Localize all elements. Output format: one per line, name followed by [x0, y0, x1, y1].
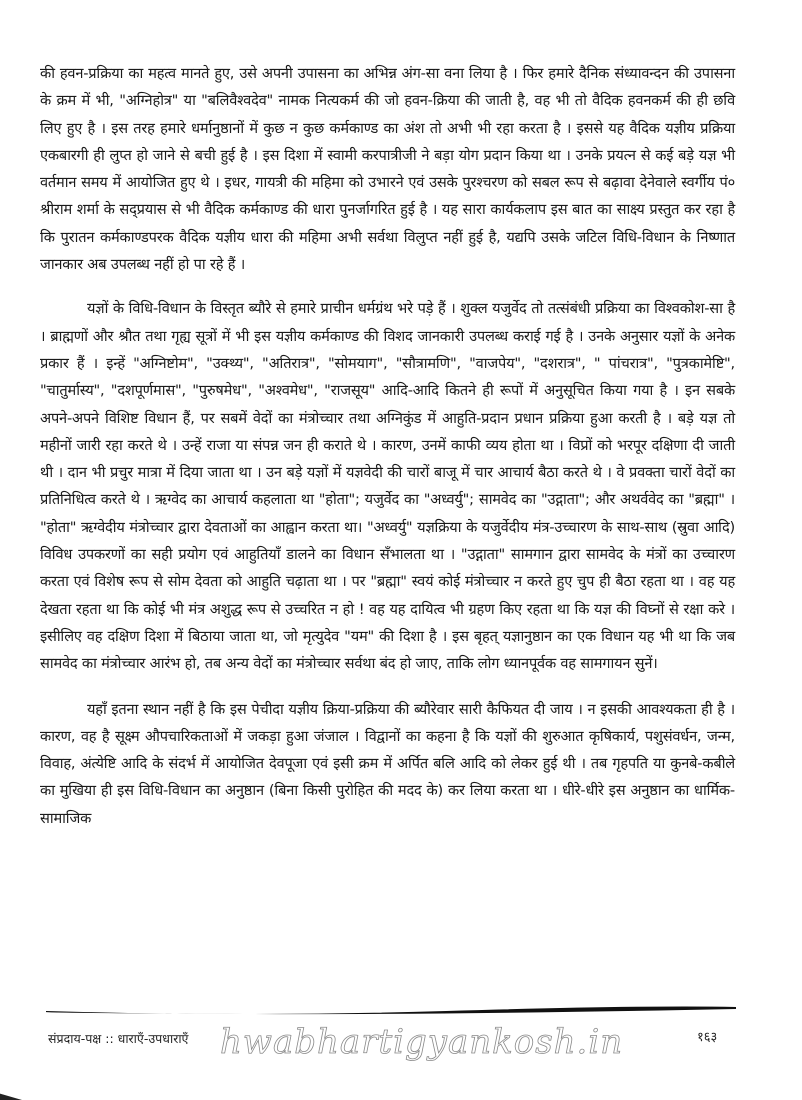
paragraph-2: यज्ञों के विधि-विधान के विस्तृत ब्यौरे से हमारे प्राचीन धर्मग्रंथ भरे पड़े हैं । शुक्ल यजुर्वेद तो तत्संबंधी प्रक्रिया का विश्वकोश-सा है । ब्राह्मणों और श्रौत तथा गृह्य सूत्रों में भी इस यज्ञीय कर्मकाण्ड की विशद जानकारी उपलब्ध कराई गई है । उनके अनुसार यज्ञों के अनेक प्रकार हैं । इन्हें "अग्निष्टोम", "उक्थ्य", "अतिरात्र", "सोमयाग", "सौत्रामणि", "वाजपेय", "दशरात्र", " पांचरात्र", "पुत्रकामेष्टि", "चातुर्मास्य", "दशपूर्णमास", "पुरुषमेध", "अश्वमेध", "राजसूय" आदि-आदि कितने ही रूपों में अनुसूचित किया गया है । इन सबके अपने-अपने विशिष्ट विधान हैं, पर सबमें वेदों का मंत्रोच्चार तथा अग्निकुंड में आहुति-प्रदान प्रधान प्रक्रिया हुआ करती है । बड़े यज्ञ तो महीनों जारी रहा करते थे । उन्हें राजा या संपन्न जन ही कराते थे । कारण, उनमें काफी व्यय होता था । विप्रों को भरपूर दक्षिणा दी जाती थी । दान भी प्रचुर मात्रा में दिया जाता था । उन बड़े यज्ञों में यज्ञवेदी की चारों बाजू में चार आचार्य बैठा करते थे । वे प्रवक्ता चारों वेदों का प्रतिनिधित्व करते थे । ऋग्वेद का आचार्य कहलाता था "होता"; यजुर्वेद का "अध्वर्यु"; सामवेद का "उद्गाता"; और अथर्ववेद का "ब्रह्मा" । "होता" ऋग्वेदीय मंत्रोच्चार द्वारा देवताओं का आह्वान करता था। "अध्वर्यु" यज्ञक्रिया के यजुर्वेदीय मंत्र-उच्चारण के साथ-साथ (स्रुवा आदि) विविध उपकरणों का सही प्रयोग एवं आहुतियाँ डालने का विधान सँभालता था । "उद्गाता" सामगान द्वारा सामवेद के मंत्रों का उच्चारण करता एवं विशेष रूप से सोम देवता को आहुति चढ़ाता था । पर "ब्रह्मा" स्वयं कोई मंत्रोच्चार न करते हुए चुप ही बैठा रहता था । वह यह देखता रहता था कि कोई भी मंत्र अशुद्ध रूप से उच्चरित न हो ! वह यह दायित्व भी ग्रहण किए रहता था कि यज्ञ की विघ्नों से रक्षा करे । इसीलिए वह दक्षिण दिशा में बिठाया जाता था, जो मृत्युदेव "यम" की दिशा है । इस बृहत् यज्ञानुष्ठान का एक विधान यह भी था कि जब सामवेद का मंत्रोच्चार आरंभ हो, तब अन्य वेदों का मंत्रोच्चार सर्वथा बंद हो जाए, ताकि लोग ध्यानपूर्वक वह सामगायन सुनें। [40, 300, 735, 673]
scan-corner-mark [0, 1092, 22, 1100]
paragraph-1: की हवन-प्रक्रिया का महत्व मानते हुए, उसे अपनी उपासना का अभिन्न अंग-सा वना लिया है । फिर हमारे दैनिक संध्यावन्दन की उपासना के क्रम में भी, "अग्निहोत्र" या "बलिवैश्वदेव" नामक नित्यकर्म की जो हवन-क्रिया की जाती है, वह भी तो वैदिक हवनकर्म की ही छवि लिए हुए है । इस तरह हमारे धर्मानुष्ठानों में कुछ न कुछ कर्मकाण्ड का अंश तो अभी भी रहा करता है । इससे यह वैदिक यज्ञीय प्रक्रिया एकबारगी ही लुप्त हो जाने से बची हुई है । इस दिशा में स्वामी करपात्रीजी ने बड़ा योग प्रदान किया था । उनके प्रयत्न से कई बड़े यज्ञ भी वर्तमान समय में आयोजित हुए थे । इधर, गायत्री की महिमा को उभारने एवं उसके पुरश्चरण को सबल रूप से बढ़ावा देनेवाले स्वर्गीय पं० श्रीराम शर्मा के सद्प्रयास से भी वैदिक कर्मकाण्ड की धारा पुनर्जागरित हुई है । यह सारा कार्यकलाप इस बात का साक्ष्य प्रस्तुत कर रहा है कि पुरातन कर्मकाण्डपरक वैदिक यज्ञीय धारा की महिमा अभी सर्वथा विलुप्त नहीं हुई है, यद्यपि उसके जटिल विधि-विधान के निष्णात जानकार अब उपलब्ध नहीं हो पा रहे हैं । [40, 65, 735, 274]
paragraph-3: यहाँ इतना स्थान नहीं है कि इस पेचीदा यज्ञीय क्रिया-प्रक्रिया की ब्यौरेवार सारी कैफियत दी जाय । न इसकी आवश्यकता ही है । कारण, वह है सूक्ष्म औपचारिकताओं में जकड़ा हुआ जंजाल । विद्वानों का कहना है कि यज्ञों की शुरुआत कृषिकार्य, पशुसंवर्धन, जन्म, विवाह, अंत्येष्टि आदि के संदर्भ में आयोजित देवपूजा एवं इसी क्रम में अर्पित बलि आदि को लेकर हुई थी । तब गृहपति या कुनबे-कबीले का मुखिया ही इस विधि-विधान का अनुष्ठान (बिना किसी पुरोहित की मदद के) कर लिया करता था । धीरे-धीरे इस अनुष्ठान का धार्मिक-सामाजिक [40, 700, 735, 827]
page-body [40, 60, 735, 832]
watermark: hwabhartigyankosh.in [220, 1022, 624, 1062]
footer-rule [46, 1005, 736, 1015]
page-number: १६३ [697, 1030, 718, 1045]
footer-section-title: संप्रदाय-पक्ष :: धाराएँ-उपधाराएँ [48, 1031, 189, 1046]
